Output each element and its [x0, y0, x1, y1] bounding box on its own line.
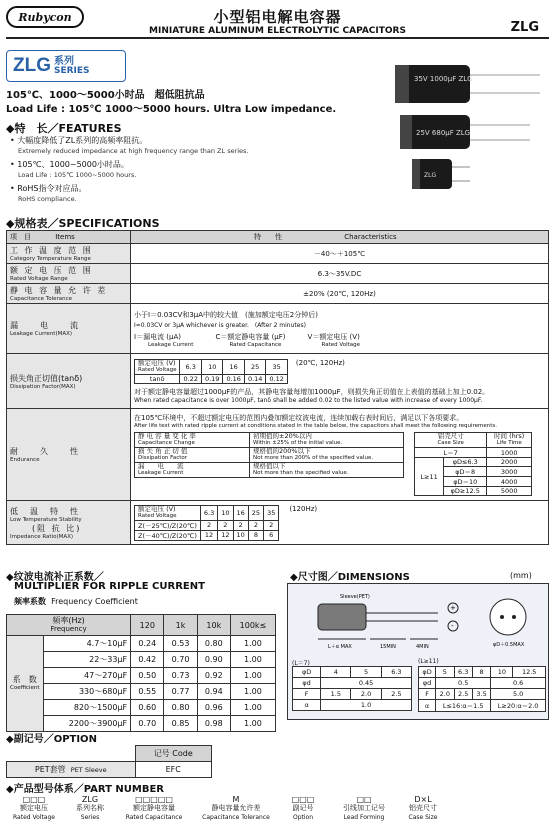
header-rule: [6, 37, 549, 39]
series-badge: [6, 50, 126, 82]
capacitor-large: [395, 65, 473, 103]
table-row: 系 数 Coefficient 4.7～10μF 0.24 0.53 0.80 1.00: [7, 636, 276, 652]
dim-l7-label: (L＝7): [292, 660, 310, 667]
option-table: 记号 Code PET套管 PET Sleeve EFC: [6, 745, 212, 778]
svg-text:15MIN: 15MIN: [380, 644, 396, 650]
svg-text:ZLG: ZLG: [424, 172, 437, 179]
head-item-en: Items: [55, 233, 75, 241]
svg-text:35V 1000μF ZLG: 35V 1000μF ZLG: [414, 75, 473, 83]
spec-row-endurance: 耐 久 性 Endurance 在105℃环境中，不超过额定电压的范围内叠加额定纹波电流，连续加载右表时间后，满足以下各项要求。 After life test with rated ripple current at conditions stated in the table below, the capacitors shall meet the following requirements. 静 电 容 量 变 化 率 Capacitance Change 初期值的±20%以内 Within ±25% of the initial value. 损 失 角 正 切 值 Dissipation Factor 规格值的200%以下 Not more than 200% of the specified value. 漏 电 流 Leakage Current 规格值以下 Not more than the specified value. 铝壳尺寸 Case Size 时间 (hrs) Life Time L＝7 1000 L≥11 φD≤6.3 2000 φD＝8 3000 φD＝10 4000 φD≥12.5 5000: [7, 409, 549, 501]
table-row: 820～1500μF 0.60 0.80 0.96 1.00: [7, 700, 276, 716]
part-item-case-size: D×L 铝壳尺寸 Case Size: [408, 795, 438, 821]
svg-text:-: -: [451, 622, 454, 630]
dimensions-unit: (mm): [510, 571, 532, 580]
ripple-table: 频率(Hz) Frequency 120 1k 10k 100k≤ 系 数 Coefficient 4.7～10μF 0.24 0.53 0.80 1.00 22～33μF 0.42 0.70 0.90 1.00 47～270μF 0.50 0.73 0.92 1.00 330～680μF 0.55 0.77 0.94 1.00 820～1500μF 0.60 0.80 0.96 1.00 2200～3900μF 0.70 0.85 0.98 1.00: [6, 614, 276, 732]
head-char-en: Characteristics: [344, 233, 397, 241]
leakage-legend: I＝漏电流 (μA) Leakage Current C＝额定静电容量 (μF) Rated Capacitance V＝额定电压 (V) Rated Voltage: [134, 332, 361, 348]
ripple-subtitle: 频率系数 Frequency Coefficient: [14, 597, 138, 606]
endurance-note-cn: 在105℃环境中，不超过额定电压的范围内叠加额定纹波电流，连续加载右表时间后，满足以下各项要求。: [134, 414, 464, 422]
svg-text:+: +: [450, 604, 456, 612]
dimension-drawing: [287, 583, 549, 720]
feature-item: • RoHS指令对应品。 RoHS compliance.: [10, 184, 87, 203]
dimension-diagram: [288, 584, 550, 659]
part-item-tolerance: M 静电容量允许差 Capacitance Tolerance: [202, 795, 270, 821]
lowtemp-condition: (120Hz): [289, 504, 318, 513]
endurance-table: 静 电 容 量 变 化 率 Capacitance Change 初期值的±20%以内 Within ±25% of the initial value. 损 失 角 正 切 值 Dissipation Factor 规格值的200%以下 Not more than 200% of the specified value. 漏 电 流 Leakage Current 规格值以下 Not more than the specified value.: [134, 432, 404, 478]
feature-item: • 105℃、1000~5000小时品。 Load Life : 105℃ 1000~5000 hours.: [10, 160, 137, 179]
brand-logo: Rubycon: [6, 6, 84, 28]
page-subtitle: MINIATURE ALUMINUM ELECTROLYTIC CAPACITORS: [149, 26, 406, 36]
table-row: 330～680μF 0.55 0.77 0.94 1.00: [7, 684, 276, 700]
table-row: 2200～3900μF 0.70 0.85 0.98 1.00: [7, 716, 276, 732]
spec-row-leakage: 漏 电 流 Leakage Current(MAX) 小于I＝0.03CV和3μA中的较大值 (施加额定电压2分钟后) I=0.03CV or 3μA whichever is greater. (After 2 minutes) I＝漏电流 (μA) Leakage Current C＝额定静电容量 (μF) Rated Capacitance V＝额定电压 (V) Rated Voltage: [7, 304, 549, 354]
option-title: ◆副记号／OPTION: [6, 734, 97, 745]
spec-head: [7, 231, 549, 244]
dim-table-l11: φD 5 6.3 8 10 12.5 φd 0.5 0.6 F 2.0 2.5 3.5 5.0 α L≤16:α＝1.5 L≥20:α＝2.0: [418, 666, 546, 712]
spec-row-temp: 工 作 温 度 范 围 Category Temperature Range －40～＋105℃: [7, 244, 549, 264]
leakage-formula-en: I=0.03CV or 3μA whichever is greater. (After 2 minutes): [134, 321, 306, 329]
svg-text:Sleeve(PET): Sleeve(PET): [340, 594, 370, 600]
spec-table: [6, 230, 549, 545]
part-item-voltage: □□□ 额定电压 Rated Voltage: [13, 795, 55, 821]
spec-row-df: 损失角正切值(tanδ) Dissipation Factor(MAX) 额定电压 (V) Rated Voltage 6.3 10 16 25 35 tanδ 0.22 0.19 0.16 0.14 0.12 (20℃, 120Hz) 对于额定静电容量超过1000μF的产品，其静电容量每增加1000μF，则损失角正切值在上表值的基础上加上0.02。 When rated capacitance is over 1000μF, tanδ shall be added 0.02 to the listed value with increase of every 1000μF.: [7, 354, 549, 409]
table-row: 47～270μF 0.50 0.73 0.92 1.00: [7, 668, 276, 684]
lowtemp-table: 额定电压 (V) Rated Voltage 6.3 10 16 25 35 Z(－25℃)/Z(20℃) 2 2 2 2 2 Z(－40℃)/Z(20℃) 12 12 10 8 6: [134, 505, 279, 541]
table-row: 22～33μF 0.42 0.70 0.90 1.00: [7, 652, 276, 668]
features-title: ◆特 长／FEATURES: [6, 122, 122, 135]
df-table: 额定电压 (V) Rated Voltage 6.3 10 16 25 35 tanδ 0.22 0.19 0.16 0.14 0.12: [134, 359, 288, 384]
series-label-en: SERIES: [54, 65, 90, 76]
series-label-cn: 系列: [54, 55, 74, 67]
table-row: PET套管 PET Sleeve EFC: [7, 762, 212, 778]
part-number-title: ◆产品型号体系／PART NUMBER: [6, 784, 164, 795]
part-item-capacitance: □□□□□ 额定静电容量 Rated Capacitance: [125, 795, 183, 821]
df-note-cn: 对于额定静电容量超过1000μF的产品，其静电容量每增加1000μF，则损失角正切值在上表值的基础上加上0.02。: [134, 387, 490, 396]
endurance-note-en: After life test with rated ripple current at conditions stated in the table below, the capacitors shall meet the following requirements.: [134, 423, 498, 429]
capacitor-photo: [390, 55, 545, 200]
svg-text:φD＋0.5MAX: φD＋0.5MAX: [493, 642, 525, 648]
part-item-lead-forming: □□ 引线加工记号 Lead Forming: [343, 795, 385, 821]
dimensions-title: ◆尺寸图／DIMENSIONS: [290, 572, 410, 583]
leakage-formula-cn: 小于I＝0.03CV和3μA中的较大值 (施加额定电压2分钟后): [134, 310, 318, 319]
spec-title: ◆规格表／SPECIFICATIONS: [6, 217, 160, 230]
head-item-cn: 项 目: [10, 233, 31, 241]
series-code: ZLG: [510, 20, 539, 35]
features-list: [10, 136, 380, 204]
spec-row-tolerance: 静 电 容 量 允 许 差 Capacitance Tolerance ±20% (20℃, 120Hz): [7, 284, 549, 304]
intro-cn: 105℃、1000～5000小时品 超低阻抗品: [6, 90, 205, 101]
svg-text:25V 680μF ZLG: 25V 680μF ZLG: [416, 129, 471, 137]
ripple-title-cn: ◆纹波电流补正系数／: [6, 572, 104, 583]
part-item-series: ZLG 系列名称 Series: [76, 795, 104, 821]
head-char-cn: 特 性: [254, 233, 282, 241]
series-name: ZLG: [13, 55, 51, 76]
svg-text:4MIN: 4MIN: [416, 644, 429, 650]
df-note-en: When rated capacitance is over 1000μF, tanδ shall be added 0.02 to the listed value with increase of every 1000μF.: [134, 396, 483, 404]
intro-en: Load Life : 105℃ 1000～5000 hours. Ultra Low impedance.: [6, 104, 337, 115]
part-item-option: □□□ 副记号 Option: [291, 795, 315, 821]
spec-row-voltage: 额 定 电 压 范 围 Rated Voltage Range 6.3～35V.DC: [7, 264, 549, 284]
feature-item: • 大幅度降低了ZL系列的高频率阻抗。 Extremely reduced impedance at high frequency range than ZL series.: [10, 136, 249, 155]
page-title: 小型铝电解电容器: [213, 8, 342, 26]
df-condition: (20℃, 120Hz): [295, 358, 345, 367]
life-table: 铝壳尺寸 Case Size 时间 (hrs) Life Time L＝7 1000 L≥11 φD≤6.3 2000 φD＝8 3000 φD＝10 4000 φD≥12.5 5000: [414, 432, 532, 496]
ripple-title-en: MULTIPLIER FOR RIPPLE CURRENT: [14, 581, 205, 592]
capacitor-medium: [400, 115, 470, 149]
spec-row-lowtemp: 低 温 特 性 Low Temperature Stability (阻 抗 比) Impedance Ratio(MAX) 额定电压 (V) Rated Voltage 6.3 10 16 25 35 Z(－25℃)/Z(20℃) 2 2 2 2 2 Z(－40℃)/Z(20℃) 12 12 10 8 6 (120Hz): [7, 501, 549, 545]
dim-table-l7: φD 4 5 6.3 φd 0.45 F 1.5 2.0 2.5 α 1.0: [292, 666, 412, 711]
dim-l11-label: (L≥11): [418, 658, 439, 665]
svg-text:L＋α MAX: L＋α MAX: [328, 644, 352, 650]
